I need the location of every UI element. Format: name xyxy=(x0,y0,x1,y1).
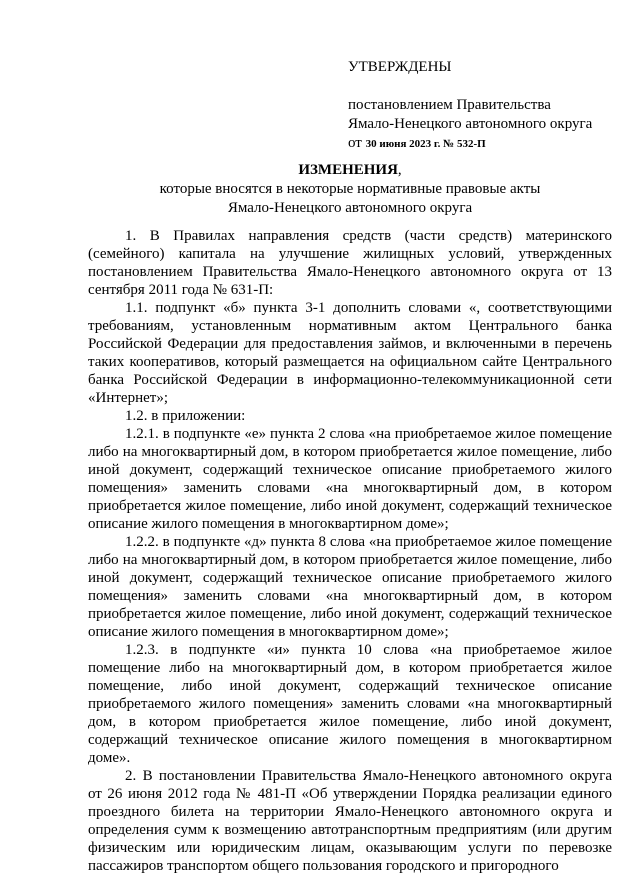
paragraph-1-2-2: 1.2.2. в подпункте «д» пункта 8 слова «на приобретаемое жилое помещение либо на многоквартирный дом, в котором приобретается жилое помещение, либо иной документ, содержащий техническое описание приобретаемого жилого помещения» заменить словами «на многоквартирный дом, в котором приобретается жилое помещение, либо иной документ, содержащий техническое описание жилого помещения в многоквартирном доме»; xyxy=(88,534,612,640)
approval-date-line xyxy=(348,134,618,154)
approval-heading: УТВЕРЖДЕНЫ xyxy=(348,59,452,75)
paragraph-1-1: 1.1. подпункт «б» пункта 3-1 дополнить словами «, соответствующими требованиям, установленным нормативным актом Центрального банка Российской Федерации для предоставления займов, и включенными в перечень таких кооперативов, который размещается на официальном сайте Центрального банка Российской Федерации в информационно-телекоммуникационной сети «Интернет»; xyxy=(88,300,612,406)
title-subtitle-line-2: Ямало-Ненецкого автономного округа xyxy=(227,200,473,216)
approval-line-2: Ямало-Ненецкого автономного округа xyxy=(348,116,593,132)
paragraph-1: 1. В Правилах направления средств (части средств) материнского (семейного) капитала на улучшение жилищных условий, утвержденных постановлением Правительства Ямало-Ненецкого автономного округа от 13 сентября 2011 года № 631-П: xyxy=(88,228,612,298)
paragraph-2: 2. В постановлении Правительства Ямало-Ненецкого автономного округа от 26 июня 2012 года № 481-П «Об утверждении Порядка реализации единого проездного билета на территории Ямало-Ненецкого автономного округа и определения сумм к возмещению автотранспортным предприятиям (или другим физическим или юридическим лицам, оказывающим услуги по перевозке пассажиров транспортом общего пользования городского и пригородного xyxy=(88,768,612,874)
title-subtitle-line-1: которые вносятся в некоторые нормативные правовые акты xyxy=(159,181,541,197)
paragraph-1-2-1: 1.2.1. в подпункте «е» пункта 2 слова «на приобретаемое жилое помещение либо на многоквартирный дом, в котором приобретается жилое помещение, либо иной документ, содержащий техническое описание приобретаемого жилого помещения» заменить словами «на многоквартирный дом, в котором приобретается жилое помещение, либо иной документ, содержащий техническое описание жилого помещения в многоквартирном доме»; xyxy=(88,426,612,532)
title-heading: ИЗМЕНЕНИЯ xyxy=(298,162,398,178)
title-heading-comma: , xyxy=(397,162,402,178)
paragraph-1-2: 1.2. в приложении: xyxy=(125,408,246,424)
document-title xyxy=(88,161,612,218)
approval-date: 30 июня 2023 г. № 532-П xyxy=(365,138,486,150)
approval-stamp xyxy=(348,58,618,154)
approval-line-1: постановлением Правительства xyxy=(348,97,551,113)
paragraph-1-2-3: 1.2.3. в подпункте «и» пункта 10 слова «на приобретаемое жилое помещение либо на многоквартирный дом, в котором приобретается жилое помещение, либо иной документ, содержащий техническое описание приобретаемого жилого помещения» заменить словами «на многоквартирный дом, в котором приобретается жилое помещение, либо иной документ, содержащий техническое описание жилого помещения в многоквартирном доме». xyxy=(88,642,612,766)
title-heading-line xyxy=(88,161,612,180)
document-body xyxy=(88,227,612,875)
approval-date-prefix: от xyxy=(348,135,362,151)
